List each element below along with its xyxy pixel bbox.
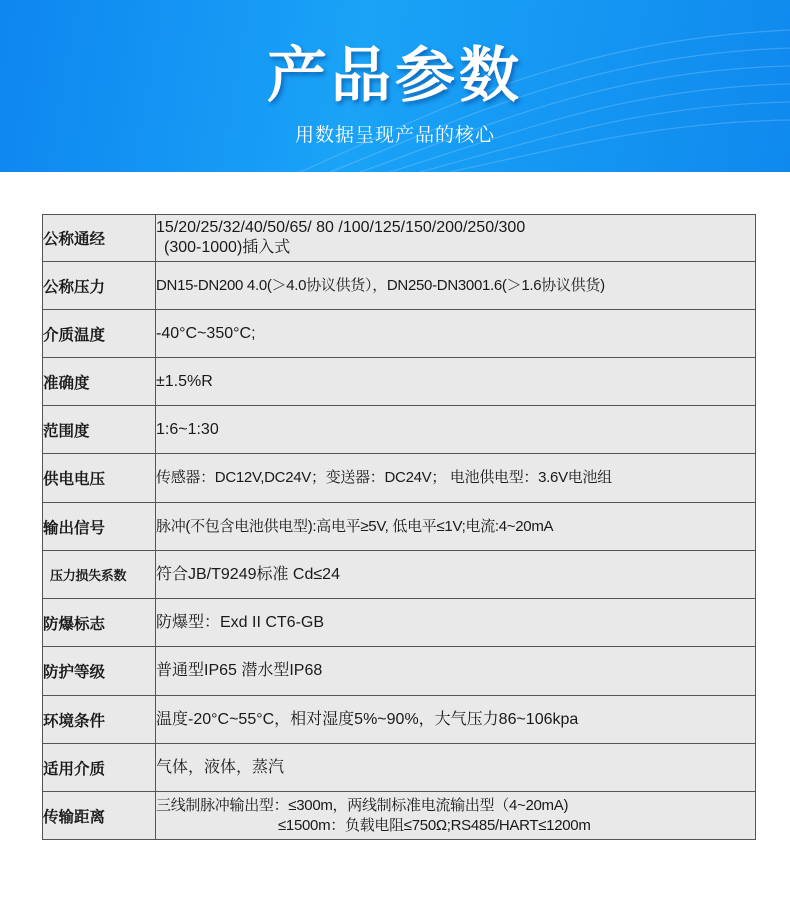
- param-value-line: 三线制脉冲输出型：≤300m，两线制标准电流输出型（4~20mA): [156, 796, 569, 814]
- param-value: [156, 744, 756, 792]
- table-row: [43, 647, 756, 696]
- param-label: 介质温度: [43, 310, 156, 358]
- param-label: 公称压力: [43, 262, 156, 310]
- table-row: [43, 599, 756, 647]
- table-row: [43, 792, 756, 840]
- param-label: 压力损失系数: [43, 551, 156, 599]
- param-label: 传输距离: [43, 792, 156, 840]
- param-label: 输出信号: [43, 503, 156, 551]
- param-value: [156, 792, 756, 840]
- param-value: [156, 406, 756, 454]
- param-value-line: 防爆型：Exd II CT6-GB: [156, 613, 325, 631]
- param-value-line: 符合JB/T9249标准 Cd≤24: [156, 565, 340, 583]
- param-label: 准确度: [43, 358, 156, 406]
- param-value: [156, 262, 756, 310]
- param-value-line: ±1.5%R: [156, 372, 213, 390]
- param-label: 防爆标志: [43, 599, 156, 647]
- table-row: [43, 310, 756, 358]
- table-row: [43, 406, 756, 454]
- param-value: [156, 696, 756, 744]
- param-value-line: 普通型IP65 潜水型IP68: [156, 662, 323, 679]
- param-value-line: -40°C~350°C;: [156, 324, 256, 342]
- param-label: 公称通经: [43, 215, 156, 262]
- page-title: 产品参数: [267, 41, 523, 111]
- header-banner: [0, 0, 790, 172]
- param-value-line: 温度-20°C~55°C，相对湿度5%~90%，大气压力86~106kpa: [156, 710, 579, 728]
- param-value-line: 脉冲(不包含电池供电型):高电平≥5V, 低电平≤1V;电流:4~20mA: [156, 517, 554, 535]
- param-label: 供电电压: [43, 454, 156, 503]
- table-row: [43, 215, 756, 262]
- table-row: [43, 454, 756, 503]
- param-value-line: ≤1500m：负载电阻≤750Ω;RS485/HART≤1200m: [278, 816, 591, 834]
- param-value: [156, 454, 756, 503]
- table-row: [43, 551, 756, 599]
- param-value-line: 传感器：DC12V,DC24V；变送器：DC24V； 电池供电型：3.6V电池组: [156, 469, 612, 486]
- table-row: [43, 503, 756, 551]
- param-label: 防护等级: [43, 647, 156, 696]
- param-label: 适用介质: [43, 744, 156, 792]
- param-value: [156, 551, 756, 599]
- param-value: [156, 310, 756, 358]
- table-row: [43, 262, 756, 310]
- table-row: [43, 744, 756, 792]
- param-value: [156, 647, 756, 696]
- param-label: 范围度: [43, 406, 156, 454]
- page-subtitle: 用数据呈现产品的核心: [294, 124, 495, 146]
- param-value-line: 气体，液体，蒸汽: [156, 758, 285, 776]
- param-value: [156, 215, 756, 262]
- param-value-line: 15/20/25/32/40/50/65/ 80 /100/125/150/200/250/300: [156, 219, 526, 236]
- param-value-line: 1:6~1:30: [156, 420, 219, 438]
- spec-table: [42, 214, 756, 840]
- table-row: [43, 358, 756, 406]
- param-label: 环境条件: [43, 696, 156, 744]
- param-value-line: (300-1000)插入式: [164, 239, 291, 256]
- param-value: [156, 358, 756, 406]
- param-value: [156, 503, 756, 551]
- param-value: [156, 599, 756, 647]
- param-value-line: DN15-DN200 4.0(＞4.0协议供货），DN250-DN3001.6(＞1.6协议供货): [156, 276, 605, 294]
- table-row: [43, 696, 756, 744]
